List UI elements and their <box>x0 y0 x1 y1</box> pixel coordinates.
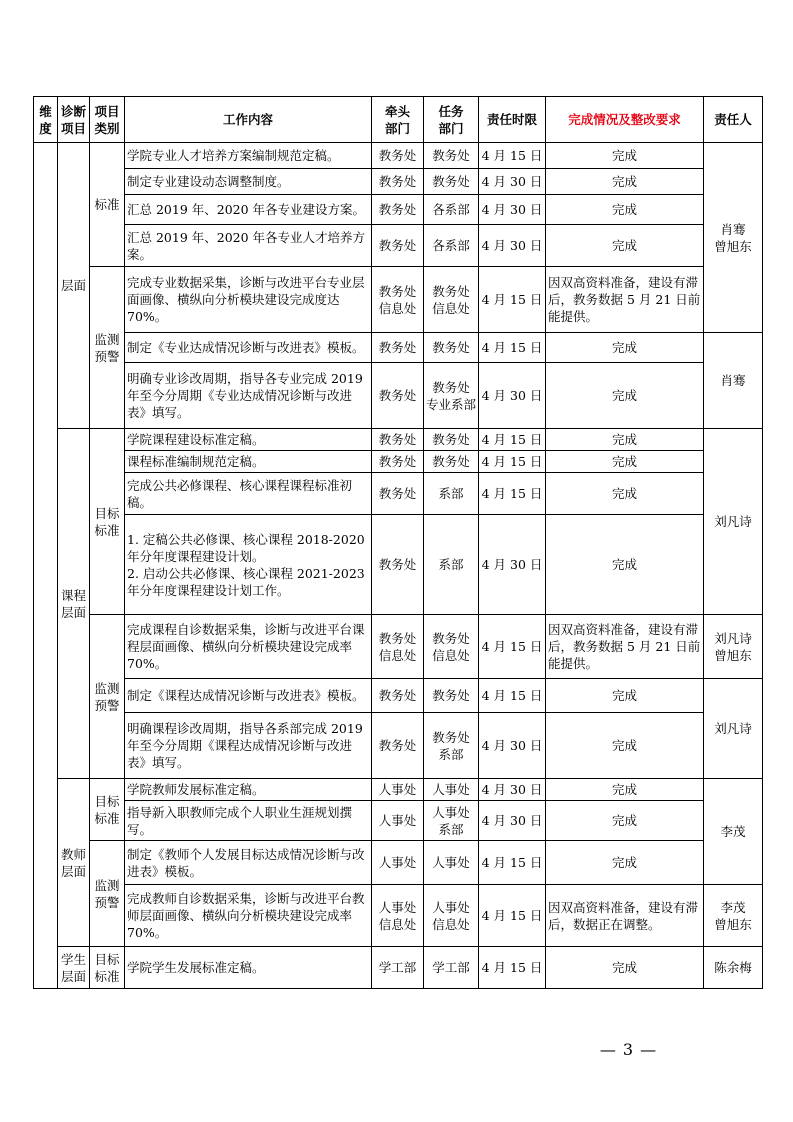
deadline: 4 月 15 日 <box>479 947 546 989</box>
task-dept: 各系部 <box>424 225 479 267</box>
status: 完成 <box>546 195 704 225</box>
deadline: 4 月 15 日 <box>479 473 546 515</box>
work-content: 学院教师发展标准定稿。 <box>125 779 372 801</box>
lead-dept: 教务处 <box>372 195 424 225</box>
task-dept: 人事处 系部 <box>424 801 479 841</box>
table-row <box>34 779 763 801</box>
status: 完成 <box>546 779 704 801</box>
responsible: 刘凡诗 曾旭东 <box>704 615 763 679</box>
category-standard: 标准 <box>90 143 125 267</box>
table-row <box>34 267 763 333</box>
table-row <box>34 615 763 679</box>
status: 因双高资料准备，建设有滞后，教务数据 5 月 21 日前能提供。 <box>546 267 704 333</box>
level-major: 层面 <box>58 143 90 429</box>
task-dept: 各系部 <box>424 195 479 225</box>
task-dept: 人事处 信息处 <box>424 885 479 947</box>
work-content: 制定《专业达成情况诊断与改进表》模板。 <box>125 333 372 363</box>
task-dept: 人事处 <box>424 779 479 801</box>
responsible: 陈余梅 <box>704 947 763 989</box>
work-content: 制定《教师个人发展目标达成情况诊断与改进表》模板。 <box>125 841 372 885</box>
work-content: 明确专业诊改周期，指导各专业完成 2019 年至今分周期《专业达成情况诊断与改进表》填写。 <box>125 363 372 429</box>
deadline: 4 月 15 日 <box>479 679 546 713</box>
status: 完成 <box>546 679 704 713</box>
table-row <box>34 451 763 473</box>
work-content: 1. 定稿公共必修课、核心课程 2018-2020 年分年度课程建设计划。 2. 启动公共必修课、核心课程 2021-2023 年分年度课程建设计划工作。 <box>125 515 372 615</box>
table-row <box>34 713 763 779</box>
lead-dept: 人事处 <box>372 801 424 841</box>
header-diagnosis-item: 诊断 项目 <box>58 97 90 143</box>
deadline: 4 月 30 日 <box>479 801 546 841</box>
lead-dept: 教务处 <box>372 169 424 195</box>
deadline: 4 月 15 日 <box>479 885 546 947</box>
responsible: 刘凡诗 <box>704 429 763 615</box>
status: 完成 <box>546 515 704 615</box>
table-row <box>34 195 763 225</box>
status: 完成 <box>546 225 704 267</box>
header-dimension: 维 度 <box>34 97 58 143</box>
lead-dept: 教务处 <box>372 713 424 779</box>
status: 完成 <box>546 947 704 989</box>
lead-dept: 教务处 <box>372 429 424 451</box>
status: 完成 <box>546 333 704 363</box>
work-content: 指导新入职教师完成个人职业生涯规划撰写。 <box>125 801 372 841</box>
deadline: 4 月 15 日 <box>479 333 546 363</box>
task-dept: 系部 <box>424 473 479 515</box>
table-row <box>34 333 763 363</box>
task-dept: 教务处 <box>424 451 479 473</box>
status: 完成 <box>546 451 704 473</box>
work-content: 制定专业建设动态调整制度。 <box>125 169 372 195</box>
deadline: 4 月 15 日 <box>479 143 546 169</box>
header-responsible: 责任人 <box>704 97 763 143</box>
work-content: 汇总 2019 年、2020 年各专业人才培养方案。 <box>125 225 372 267</box>
table-row <box>34 143 763 169</box>
lead-dept: 教务处 <box>372 679 424 713</box>
lead-dept: 教务处 <box>372 473 424 515</box>
lead-dept: 教务处 <box>372 333 424 363</box>
table-row <box>34 363 763 429</box>
work-content: 完成公共必修课程、核心课程课程标准初稿。 <box>125 473 372 515</box>
table-row <box>34 801 763 841</box>
lead-dept: 教务处 <box>372 225 424 267</box>
deadline: 4 月 15 日 <box>479 267 546 333</box>
work-content: 学院课程建设标准定稿。 <box>125 429 372 451</box>
task-dept: 教务处 信息处 <box>424 615 479 679</box>
status: 完成 <box>546 143 704 169</box>
task-dept: 教务处 <box>424 169 479 195</box>
responsible: 李茂 曾旭东 <box>704 885 763 947</box>
lead-dept: 教务处 <box>372 451 424 473</box>
task-dept: 教务处 <box>424 143 479 169</box>
responsible: 肖骞 <box>704 333 763 429</box>
category-target-standard: 目标 标准 <box>90 947 125 989</box>
header-task-dept: 任务 部门 <box>424 97 479 143</box>
page-number: — 3 — <box>599 1040 658 1059</box>
responsible: 李茂 <box>704 779 763 885</box>
work-content: 完成教师自诊数据采集，诊断与改进平台教师层面画像、横纵向分析模块建设完成率 70%。 <box>125 885 372 947</box>
table-row <box>34 169 763 195</box>
status: 完成 <box>546 841 704 885</box>
header-lead-dept: 牵头 部门 <box>372 97 424 143</box>
task-dept: 系部 <box>424 515 479 615</box>
lead-dept: 学工部 <box>372 947 424 989</box>
deadline: 4 月 30 日 <box>479 515 546 615</box>
deadline: 4 月 30 日 <box>479 225 546 267</box>
task-dept: 人事处 <box>424 841 479 885</box>
deadline: 4 月 30 日 <box>479 363 546 429</box>
task-dept: 教务处 专业系部 <box>424 363 479 429</box>
deadline: 4 月 30 日 <box>479 713 546 779</box>
status: 完成 <box>546 363 704 429</box>
deadline: 4 月 30 日 <box>479 195 546 225</box>
lead-dept: 教务处 信息处 <box>372 615 424 679</box>
level-course: 课程 层面 <box>58 429 90 779</box>
status: 完成 <box>546 801 704 841</box>
task-dept: 教务处 <box>424 333 479 363</box>
table-row <box>34 429 763 451</box>
work-content: 完成课程自诊数据采集，诊断与改进平台课程层面画像、横纵向分析模块建设完成率 70%。 <box>125 615 372 679</box>
status: 因双高资料准备，建设有滞后，数据正在调整。 <box>546 885 704 947</box>
table-header-row <box>34 97 763 143</box>
level-student: 学生 层面 <box>58 947 90 989</box>
lead-dept: 人事处 <box>372 841 424 885</box>
level-teacher: 教师 层面 <box>58 779 90 947</box>
header-status: 完成情况及整改要求 <box>546 97 704 143</box>
dimension-cell <box>34 143 58 989</box>
status: 因双高资料准备，建设有滞后，教务数据 5 月 21 日前能提供。 <box>546 615 704 679</box>
table-row <box>34 947 763 989</box>
deadline: 4 月 30 日 <box>479 169 546 195</box>
lead-dept: 教务处 <box>372 515 424 615</box>
task-dept: 学工部 <box>424 947 479 989</box>
lead-dept: 人事处 <box>372 779 424 801</box>
category-target-standard: 目标 标准 <box>90 779 125 841</box>
category-target-standard: 目标 标准 <box>90 429 125 615</box>
deadline: 4 月 15 日 <box>479 451 546 473</box>
status: 完成 <box>546 713 704 779</box>
lead-dept: 教务处 <box>372 143 424 169</box>
work-content: 完成专业数据采集，诊断与改进平台专业层面画像、横纵向分析模块建设完成度达 70%。 <box>125 267 372 333</box>
table-row <box>34 515 763 615</box>
table-row <box>34 225 763 267</box>
task-dept: 教务处 信息处 <box>424 267 479 333</box>
work-content: 明确课程诊改周期，指导各系部完成 2019 年至今分周期《课程达成情况诊断与改进表》填写。 <box>125 713 372 779</box>
responsible: 刘凡诗 <box>704 679 763 779</box>
work-content: 学院专业人才培养方案编制规范定稿。 <box>125 143 372 169</box>
deadline: 4 月 15 日 <box>479 841 546 885</box>
status: 完成 <box>546 169 704 195</box>
work-content: 制定《课程达成情况诊断与改进表》模板。 <box>125 679 372 713</box>
work-content: 课程标准编制规范定稿。 <box>125 451 372 473</box>
deadline: 4 月 15 日 <box>479 615 546 679</box>
category-monitor: 监测 预警 <box>90 267 125 429</box>
task-dept: 教务处 <box>424 679 479 713</box>
lead-dept: 教务处 信息处 <box>372 267 424 333</box>
deadline: 4 月 30 日 <box>479 779 546 801</box>
task-dept: 教务处 系部 <box>424 713 479 779</box>
table-row <box>34 473 763 515</box>
status: 完成 <box>546 429 704 451</box>
table-row <box>34 885 763 947</box>
deadline: 4 月 15 日 <box>479 429 546 451</box>
work-content: 汇总 2019 年、2020 年各专业建设方案。 <box>125 195 372 225</box>
header-item-category: 项目 类别 <box>90 97 125 143</box>
category-monitor: 监测 预警 <box>90 615 125 779</box>
work-content: 学院学生发展标准定稿。 <box>125 947 372 989</box>
header-work-content: 工作内容 <box>125 97 372 143</box>
task-dept: 教务处 <box>424 429 479 451</box>
table-row <box>34 841 763 885</box>
responsible: 肖骞 曾旭东 <box>704 143 763 333</box>
category-monitor: 监测 预警 <box>90 841 125 947</box>
status: 完成 <box>546 473 704 515</box>
table-row <box>34 679 763 713</box>
work-plan-table <box>33 96 763 989</box>
lead-dept: 人事处 信息处 <box>372 885 424 947</box>
lead-dept: 教务处 <box>372 363 424 429</box>
header-deadline: 责任时限 <box>479 97 546 143</box>
